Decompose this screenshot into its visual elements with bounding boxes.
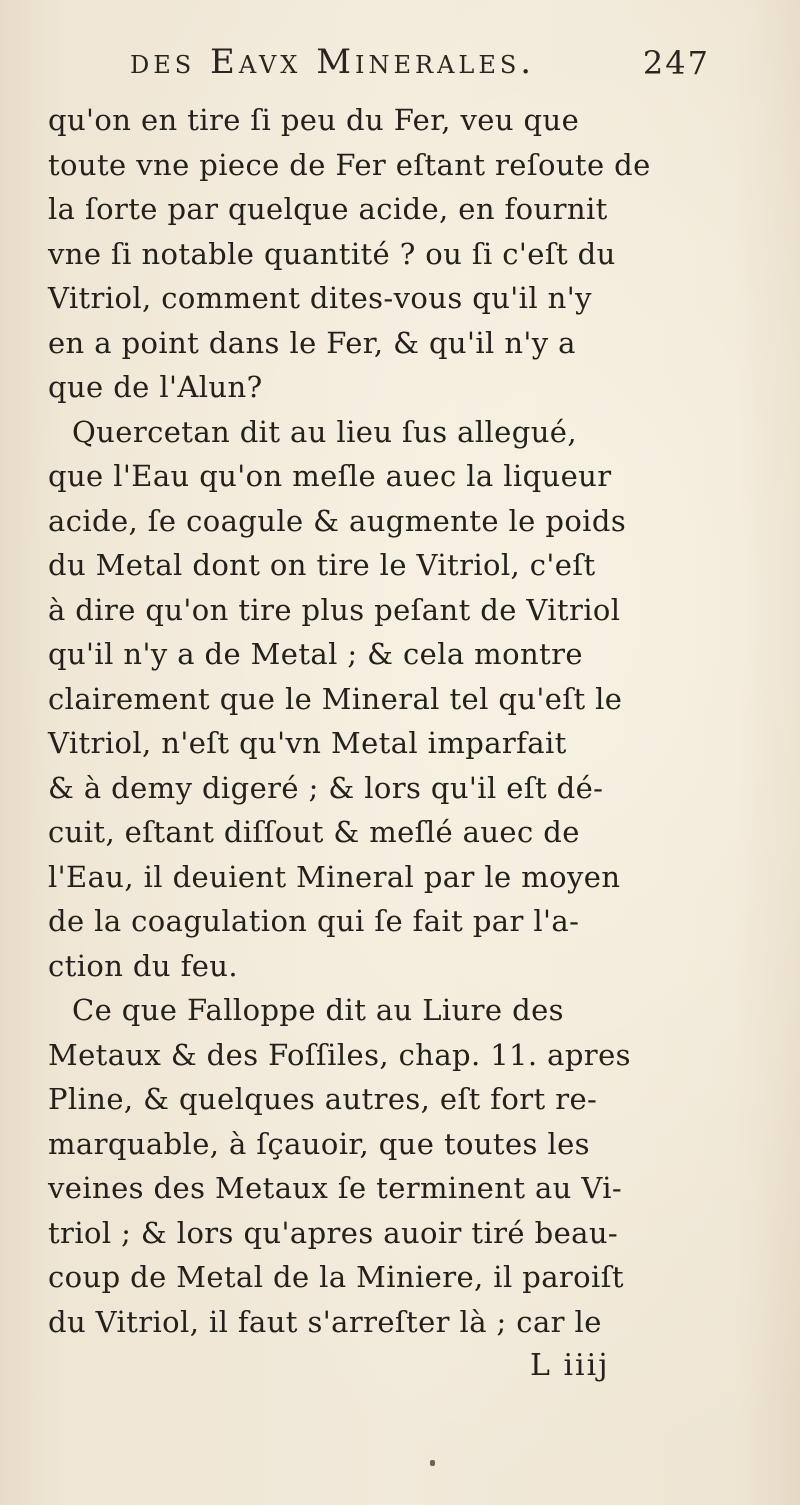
text-line: triol ; & lors qu'apres auoir tiré beau- [48, 1215, 619, 1250]
text-line: Pline, & quelques autres, eſt fort re- [48, 1082, 598, 1116]
body-text [48, 98, 748, 1344]
text-line: l'Eau, il deuient Mineral par le moyen [48, 859, 621, 894]
text-line: à dire qu'on tire plus peſant de Vitriol [48, 592, 621, 627]
text-line: qu'on en tire ſi peu du Fer, veu que [48, 103, 580, 137]
text-line: la ſorte par quelque acide, en fournit [48, 192, 608, 226]
text-line: ction du feu. [48, 948, 238, 983]
text-line: Vitriol, n'eſt qu'vn Metal imparfait [48, 726, 567, 760]
text-line: & à demy digeré ; & lors qu'il eſt dé- [48, 770, 604, 805]
text-line: qu'il n'y a de Metal ; & cela montre [48, 637, 583, 671]
text-line: veines des Metaux ſe terminent au Vi- [48, 1171, 623, 1205]
text-line: Metaux & des Foſſiles, chap. 11. apres [48, 1037, 631, 1072]
text-line: cuit, eſtant diſſout & meſlé auec de [48, 815, 580, 849]
text-line: de la coagulation qui ſe fait par l'a- [48, 904, 580, 938]
text-line: que de l'Alun? [48, 370, 263, 404]
text-line: acide, ſe coagule & augmente le poids [48, 503, 627, 538]
signature-mark: L iiij [530, 1348, 610, 1383]
paragraph-start-line: Quercetan dit au lieu ſus allegué, [72, 414, 577, 449]
text-line: Vitriol, comment dites-vous qu'il n'y [48, 281, 592, 315]
text-line: coup de Metal de la Miniere, il paroiſt [48, 1260, 624, 1294]
page-number: 247 [642, 44, 710, 82]
text-line: clairement que le Mineral tel qu'eſt le [48, 681, 623, 716]
text-line: du Vitriol, il faut s'arreſter là ; car le [48, 1304, 602, 1339]
paragraph-start-line: Ce que Falloppe dit au Liure des [72, 993, 564, 1027]
text-line: en a point dans le Fer, & qu'il n'y a [48, 325, 576, 360]
text-line: du Metal dont on tire le Vitriol, c'eſt [48, 548, 596, 582]
ink-speck [430, 1460, 435, 1466]
text-line: toute vne piece de Fer eſtant reſoute de [48, 147, 651, 182]
running-head: des Eavx Minerales. [130, 42, 536, 82]
text-line: vne ſi notable quantité ? ou ſi c'eſt du [48, 236, 616, 271]
page-header [130, 42, 710, 96]
text-line: marquable, à ſçauoir, que toutes les [48, 1126, 590, 1161]
text-line: que l'Eau qu'on meſle auec la liqueur [48, 459, 612, 493]
